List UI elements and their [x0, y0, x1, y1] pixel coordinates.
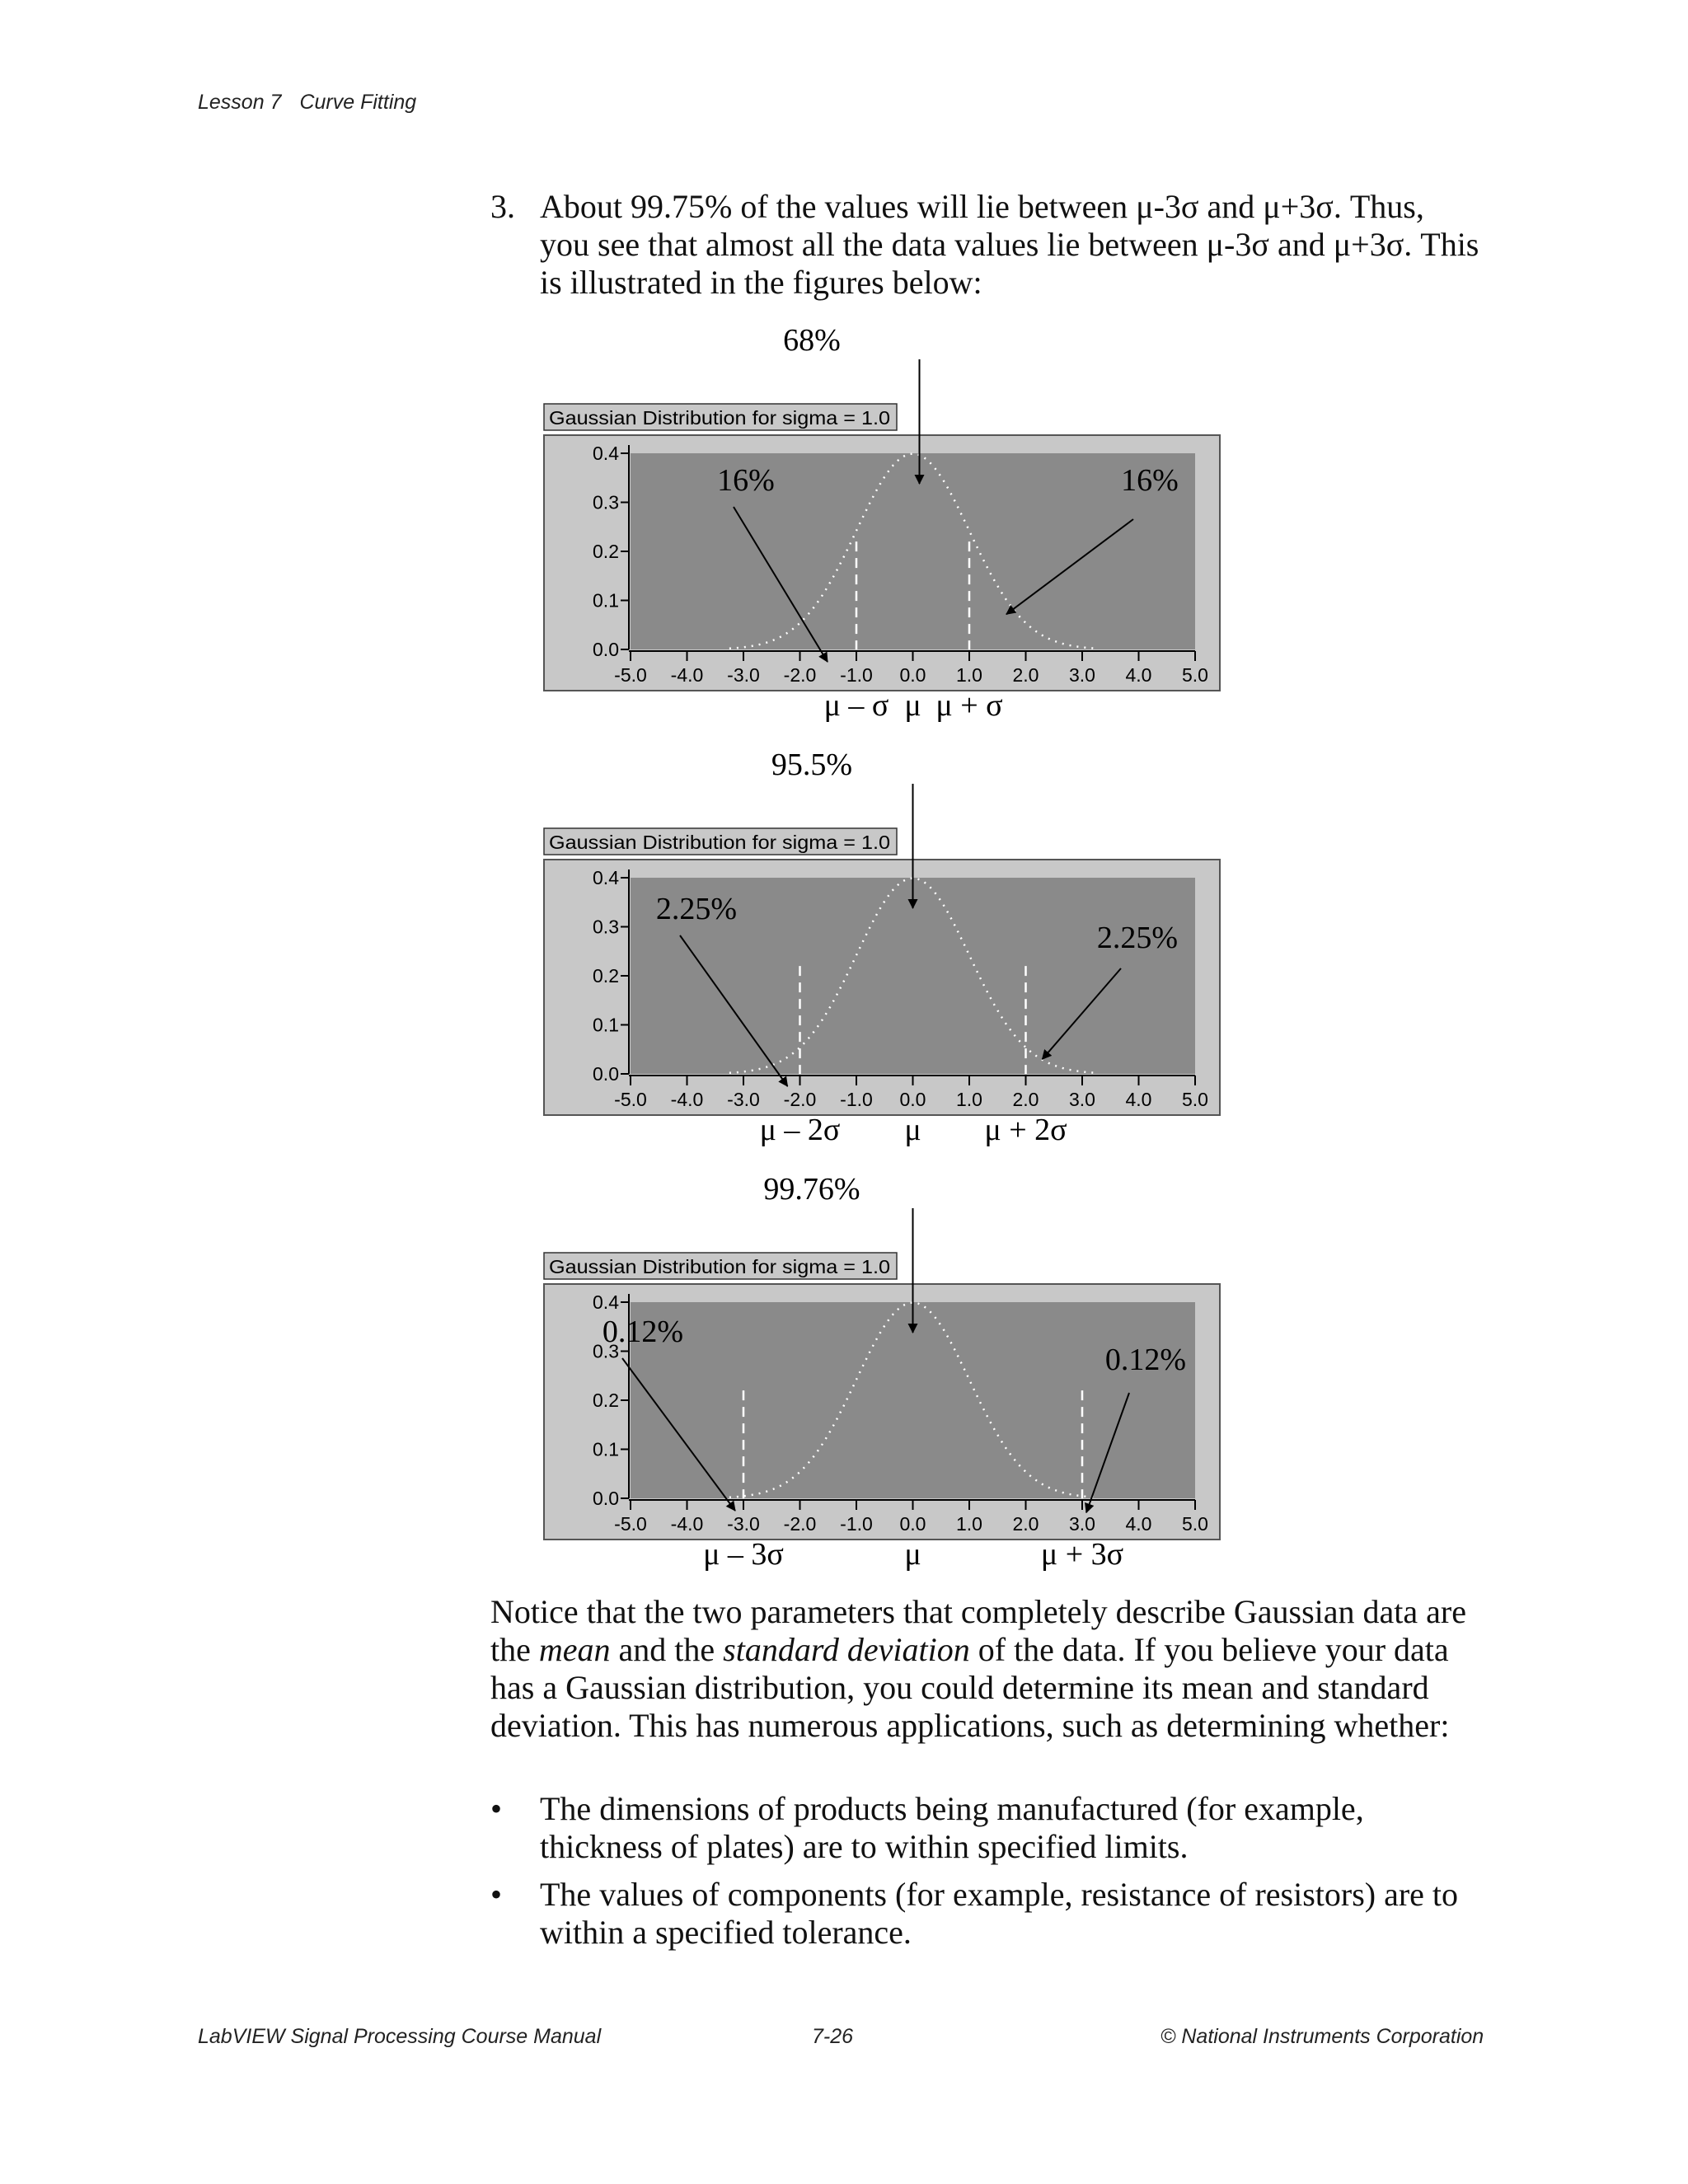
step-line: you see that almost all the data values lie between μ-3σ and μ+3σ. This — [540, 226, 1479, 263]
y-tick-label: 0.3 — [593, 1340, 619, 1362]
bullet-icon: • — [490, 1876, 503, 1913]
x-tick-label: 5.0 — [1182, 1089, 1208, 1110]
x-tick-label: -2.0 — [783, 1513, 817, 1535]
y-tick-label: 0.4 — [593, 867, 619, 888]
notice-text: and the — [610, 1631, 724, 1668]
x-tick-label: -1.0 — [840, 664, 873, 686]
plot-area — [631, 453, 1195, 649]
x-tick-label: -5.0 — [614, 1089, 647, 1110]
footer-copyright: © National Instruments Corporation — [1160, 2025, 1484, 2048]
step-number: 3. — [490, 188, 515, 225]
x-tick-label: 2.0 — [1012, 1513, 1039, 1535]
y-tick-label: 0.0 — [593, 1063, 619, 1085]
x-tick-label: -4.0 — [670, 664, 704, 686]
list-item-text: The dimensions of products being manufactured (for example, thickness of plates) are to within specified limits. — [540, 1790, 1364, 1865]
running-header — [198, 91, 416, 115]
right-percent-label: 16% — [1121, 463, 1179, 498]
chart-title: Gaussian Distribution for sigma = 1.0 — [549, 407, 890, 429]
notice-std: standard deviation — [723, 1631, 970, 1668]
step-line: is illustrated in the figures below: — [540, 264, 982, 301]
x-tick-label: -5.0 — [614, 1513, 647, 1535]
mu-label: μ + 2σ — [984, 1113, 1067, 1147]
x-tick-label: 2.0 — [1012, 1089, 1039, 1110]
x-tick-label: 0.0 — [899, 1513, 926, 1535]
step-text — [540, 188, 1479, 302]
list-item — [490, 1790, 1479, 1866]
y-tick-label: 0.2 — [593, 965, 619, 987]
notice-mean: mean — [538, 1631, 611, 1668]
x-tick-label: -3.0 — [727, 1513, 760, 1535]
mu-label: μ – 3σ — [703, 1537, 784, 1572]
x-tick-label: 4.0 — [1125, 664, 1152, 686]
x-tick-label: -4.0 — [670, 1089, 704, 1110]
x-tick-label: -3.0 — [727, 664, 760, 686]
x-tick-label: 0.0 — [899, 664, 926, 686]
x-tick-label: 1.0 — [956, 664, 982, 686]
y-tick-label: 0.3 — [593, 916, 619, 938]
lesson-label: Lesson 7 — [198, 91, 282, 114]
x-tick-label: 4.0 — [1125, 1089, 1152, 1110]
x-tick-label: -2.0 — [783, 664, 817, 686]
list-item — [490, 1876, 1479, 1952]
y-tick-label: 0.1 — [593, 1438, 619, 1460]
center-percent-label: 68% — [783, 323, 841, 358]
x-tick-label: 4.0 — [1125, 1513, 1152, 1535]
y-tick-label: 0.1 — [593, 589, 619, 612]
chart-title: Gaussian Distribution for sigma = 1.0 — [549, 832, 890, 853]
x-tick-label: -1.0 — [840, 1513, 873, 1535]
x-tick-label: 5.0 — [1182, 1513, 1208, 1535]
x-tick-label: -3.0 — [727, 1089, 760, 1110]
notice-text: Notice that the two parameters that completely describe Gaussian data are the — [490, 1593, 1466, 1668]
x-tick-label: 3.0 — [1069, 664, 1095, 686]
y-tick-label: 0.4 — [593, 1291, 619, 1313]
y-tick-label: 0.0 — [593, 639, 619, 660]
x-tick-label: 1.0 — [956, 1513, 982, 1535]
notice-paragraph — [490, 1593, 1479, 1745]
x-tick-label: 3.0 — [1069, 1089, 1095, 1110]
x-tick-label: -1.0 — [840, 1089, 873, 1110]
x-tick-label: 3.0 — [1069, 1513, 1095, 1535]
x-tick-label: 2.0 — [1012, 664, 1039, 686]
step-3 — [490, 188, 1479, 302]
mu-label: μ — [904, 1537, 921, 1572]
center-percent-label: 99.76% — [763, 1172, 860, 1207]
mu-label: μ + σ — [935, 688, 1003, 723]
bullet-icon: • — [490, 1790, 503, 1827]
right-percent-label: 2.25% — [1096, 921, 1179, 955]
y-tick-label: 0.4 — [593, 443, 619, 464]
x-tick-label: 5.0 — [1182, 664, 1208, 686]
x-tick-label: -2.0 — [783, 1089, 817, 1110]
gaussian-figure — [528, 321, 1236, 1574]
left-percent-label: 16% — [717, 463, 775, 498]
bullet-list — [490, 1790, 1479, 1961]
x-tick-label: -5.0 — [614, 664, 647, 686]
y-tick-label: 0.2 — [593, 1390, 619, 1411]
center-percent-label: 95.5% — [771, 748, 853, 782]
x-tick-label: 0.0 — [899, 1089, 926, 1110]
footer-manual: LabVIEW Signal Processing Course Manual — [198, 2025, 602, 2048]
left-percent-label: 2.25% — [655, 892, 738, 926]
mu-label: μ – σ — [823, 688, 889, 723]
list-item-text: The values of components (for example, resistance of resistors) are to within a specified tolerance. — [540, 1876, 1459, 1951]
x-tick-label: 1.0 — [956, 1089, 982, 1110]
y-tick-label: 0.0 — [593, 1488, 619, 1509]
y-tick-label: 0.3 — [593, 491, 619, 513]
mu-label: μ + 3σ — [1040, 1537, 1124, 1572]
y-tick-label: 0.2 — [593, 541, 619, 562]
chart-title: Gaussian Distribution for sigma = 1.0 — [549, 1256, 890, 1277]
mu-label: μ — [904, 1113, 921, 1147]
mu-label: μ — [904, 688, 921, 723]
footer-page-number: 7-26 — [812, 2025, 854, 2048]
step-line: About 99.75% of the values will lie between μ-3σ and μ+3σ. Thus, — [540, 188, 1424, 225]
x-tick-label: -4.0 — [670, 1513, 704, 1535]
left-percent-label: 0.12% — [602, 1315, 684, 1349]
right-percent-label: 0.12% — [1104, 1343, 1187, 1377]
mu-label: μ – 2σ — [759, 1113, 841, 1147]
lesson-topic: Curve Fitting — [299, 91, 417, 114]
y-tick-label: 0.1 — [593, 1014, 619, 1036]
notice-text: of the data. If you believe your data has a Gaussian distribution, you could determine its mean and standard deviation. This has numerous applications, such as determining whether: — [490, 1631, 1450, 1744]
